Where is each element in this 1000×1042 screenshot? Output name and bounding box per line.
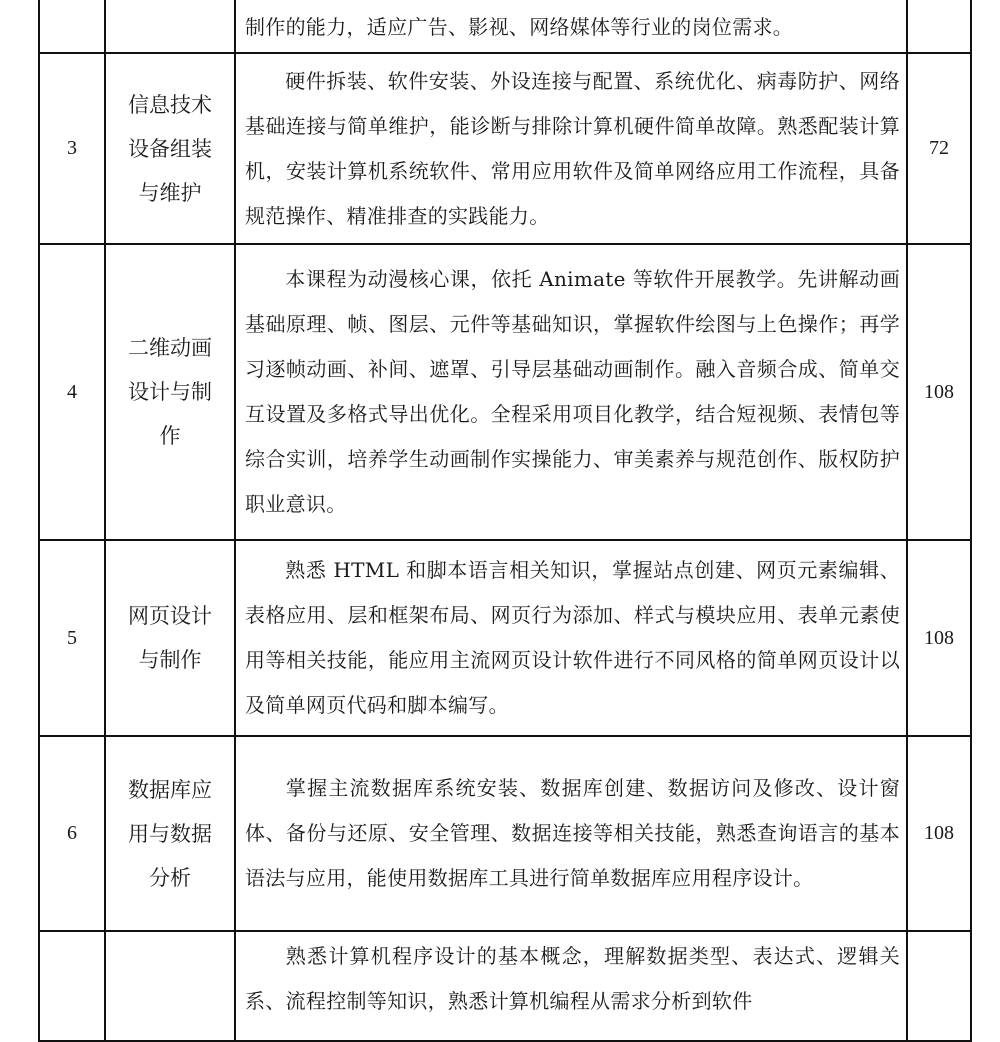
- course-name: [105, 53, 235, 244]
- course-hours: 108: [907, 540, 971, 736]
- table-row: [39, 53, 971, 244]
- course-hours: 108: [907, 736, 971, 931]
- course-hours: [907, 931, 971, 1041]
- course-description: [235, 736, 907, 931]
- course-name-line: 作: [159, 424, 181, 448]
- description-text: 掌握主流数据库系统安装、数据库创建、数据访问及修改、设计窗体、备份与还原、安全管理、数据连接等相关技能，熟悉查询语言的基本语法与应用，能使用数据库工具进行简单数据库应用程序设计。: [245, 776, 900, 890]
- course-name-line: 与制作: [138, 648, 202, 672]
- course-table: [38, 0, 972, 1042]
- course-name: [105, 931, 235, 1041]
- course-name: [105, 736, 235, 931]
- description-text: 硬件拆装、软件安装、外设连接与配置、系统优化、病毒防护、网络基础连接与简单维护，能诊断与排除计算机硬件简单故障。熟悉配装计算机，安装计算机系统软件、常用应用软件及简单网络应用工作流程，具备规范操作、精准排查的实践能力。: [245, 68, 900, 228]
- course-name: [105, 540, 235, 736]
- row-index: 4: [39, 244, 105, 540]
- table-row: [39, 736, 971, 931]
- table-row: [39, 0, 971, 53]
- table-row: [39, 540, 971, 736]
- course-name: [105, 0, 235, 53]
- course-name-line: 分析: [149, 865, 191, 890]
- course-hours: 108: [907, 244, 971, 540]
- course-name-line: 用与数据: [128, 821, 212, 846]
- course-name-line: 网页设计: [128, 604, 212, 628]
- description-text: 熟悉计算机程序设计的基本概念，理解数据类型、表达式、逻辑关系、流程控制等知识，熟悉计算机编程从需求分析到软件: [245, 944, 900, 1013]
- description-text: 制作的能力，适应广告、影视、网络媒体等行业的岗位需求。: [245, 15, 794, 39]
- course-name-line: 设备组装: [128, 136, 212, 161]
- description-text: 本课程为动漫核心课，依托 Animate 等软件开展教学。先讲解动画基础原理、帧、图层、元件等基础知识，掌握软件绘图与上色操作；再学习逐帧动画、补间、遮罩、引导层基础动画制作。融入音频合成、简单交互设置及多格式导出优化。全程采用项目化教学，结合短视频、表情包等综合实训，培养学生动画制作实操能力、审美素养与规范创作、版权防护职业意识。: [245, 267, 900, 516]
- row-index: 5: [39, 540, 105, 736]
- course-name: [105, 244, 235, 540]
- course-description: [235, 53, 907, 244]
- course-name-line: 设计与制: [128, 380, 212, 404]
- description-text: 熟悉 HTML 和脚本语言相关知识，掌握站点创建、网页元素编辑、表格应用、层和框架布局、网页行为添加、样式与模块应用、表单元素使用等相关技能，能应用主流网页设计软件进行不同风格的简单网页设计以及简单网页代码和脚本编写。: [245, 558, 900, 717]
- course-hours: [907, 0, 971, 53]
- course-description: [235, 540, 907, 736]
- row-index: [39, 0, 105, 53]
- course-name-line: 二维动画: [128, 336, 212, 360]
- course-description: [235, 244, 907, 540]
- table-row: [39, 931, 971, 1041]
- course-name-line: 与维护: [138, 180, 202, 205]
- row-index: 3: [39, 53, 105, 244]
- table-row: [39, 244, 971, 540]
- course-name-line: 数据库应: [128, 777, 212, 802]
- course-description: [235, 931, 907, 1041]
- course-description: [235, 0, 907, 53]
- course-hours: 72: [907, 53, 971, 244]
- course-name-line: 信息技术: [128, 92, 212, 117]
- row-index: 6: [39, 736, 105, 931]
- row-index: [39, 931, 105, 1041]
